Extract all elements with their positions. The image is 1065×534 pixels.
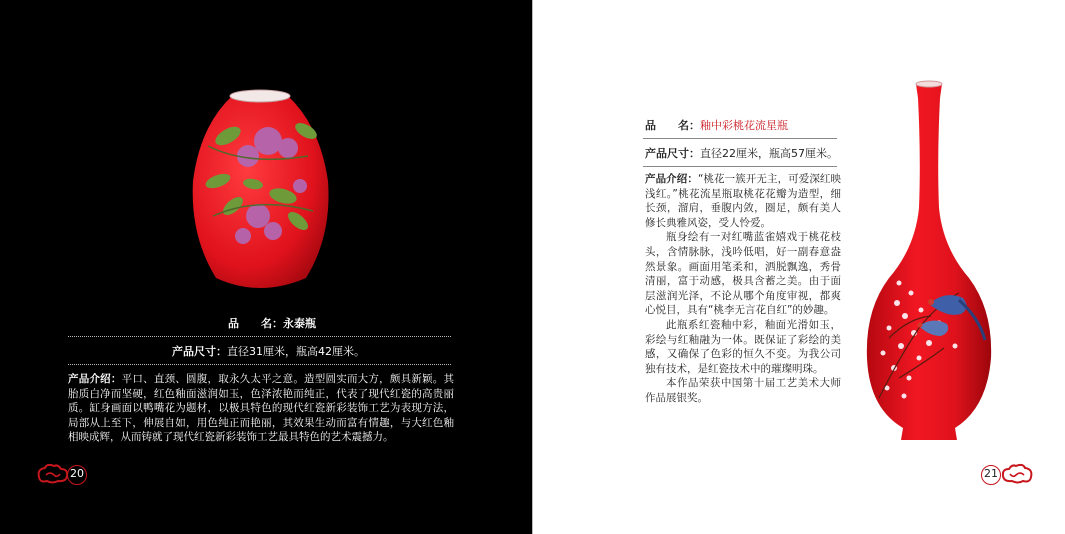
- product-size-value: 直径31厘米，瓶高42厘米。: [227, 345, 365, 358]
- yongtai-vase-image: [188, 86, 333, 296]
- product-name-value: 釉中彩桃花流星瓶: [700, 119, 788, 132]
- product-name-row: [645, 118, 788, 133]
- product-size-value: 直径22厘米，瓶高57厘米。: [700, 147, 838, 160]
- page-number: 20: [70, 467, 84, 480]
- cloud-ornament-icon: [36, 462, 70, 484]
- product-name-value: 永泰瓶: [283, 317, 316, 330]
- cloud-ornament-icon: [1000, 462, 1034, 484]
- product-intro-label: 产品介绍：: [68, 373, 122, 385]
- product-size-row: [645, 146, 838, 161]
- intro-paragraph-2: 瓶身绘有一对红嘴蓝雀嬉戏于桃花枝头，含情脉脉，浅吟低唱，好一副春意盎然景象。画面用笔柔和，洒脱飘逸，秀骨清丽，富于动感，极具含蓄之美。由于面层滋润光泽，不论从哪个角度审视，都爽心悦目，具有“桃李无言花自红”的妙趣。: [645, 231, 841, 317]
- product-intro: [645, 172, 841, 406]
- page-number: 21: [984, 467, 998, 480]
- divider: [643, 138, 837, 139]
- product-name-row: [228, 316, 316, 331]
- product-name-label: 品 名：: [645, 119, 700, 132]
- right-page: [532, 0, 1065, 534]
- product-size-row: [172, 344, 365, 359]
- divider: [643, 166, 837, 167]
- product-intro: [68, 372, 454, 445]
- intro-paragraph-3: 此瓶系红瓷釉中彩，釉面光滑如玉，彩绘与红釉融为一体。既保证了彩绘的美感，又确保了色彩的恒久不变。为我公司独有技术，是红瓷技术中的璀璨明珠。: [645, 318, 841, 375]
- intro-paragraph-4: 本作品荣获中国第十届工艺美术大师作品展银奖。: [645, 377, 841, 404]
- divider: [68, 364, 451, 365]
- product-name-label: 品 名：: [228, 317, 283, 330]
- product-size-label: 产品尺寸：: [645, 147, 700, 160]
- product-size-label: 产品尺寸：: [172, 345, 227, 358]
- divider: [68, 336, 451, 337]
- intro-paragraph-1: 产品介绍：“桃花一簇开无主，可爱深红映浅红。”桃花流星瓶取桃花花瓣为造型，细长颈，溜肩，垂腹内敛，圈足，颇有美人修长典雅风姿，受人怜爱。: [645, 173, 841, 229]
- left-page: [0, 0, 532, 534]
- peach-blossom-meteor-vase-image: [859, 78, 999, 448]
- product-intro-text: 平口、直颈、圆腹，取永久太平之意。造型圆实而大方，颇具新颖。其胎质白净而坚硬，红色釉面滋润如玉，色泽浓艳而纯正，代表了现代红瓷的高贵丽质。缸身画面以鸭嘴花为题材，以极具特色的现代红瓷新彩装饰工艺为表现方法，局部从上至下，伸展自如，用色纯正而艳丽，其效果生动而富有情趣，与大红色釉相映成辉，从而铸就了现代红瓷新彩装饰工艺最具特色的艺术震撼力。: [68, 373, 455, 444]
- product-intro-label: 产品介绍：: [645, 173, 698, 185]
